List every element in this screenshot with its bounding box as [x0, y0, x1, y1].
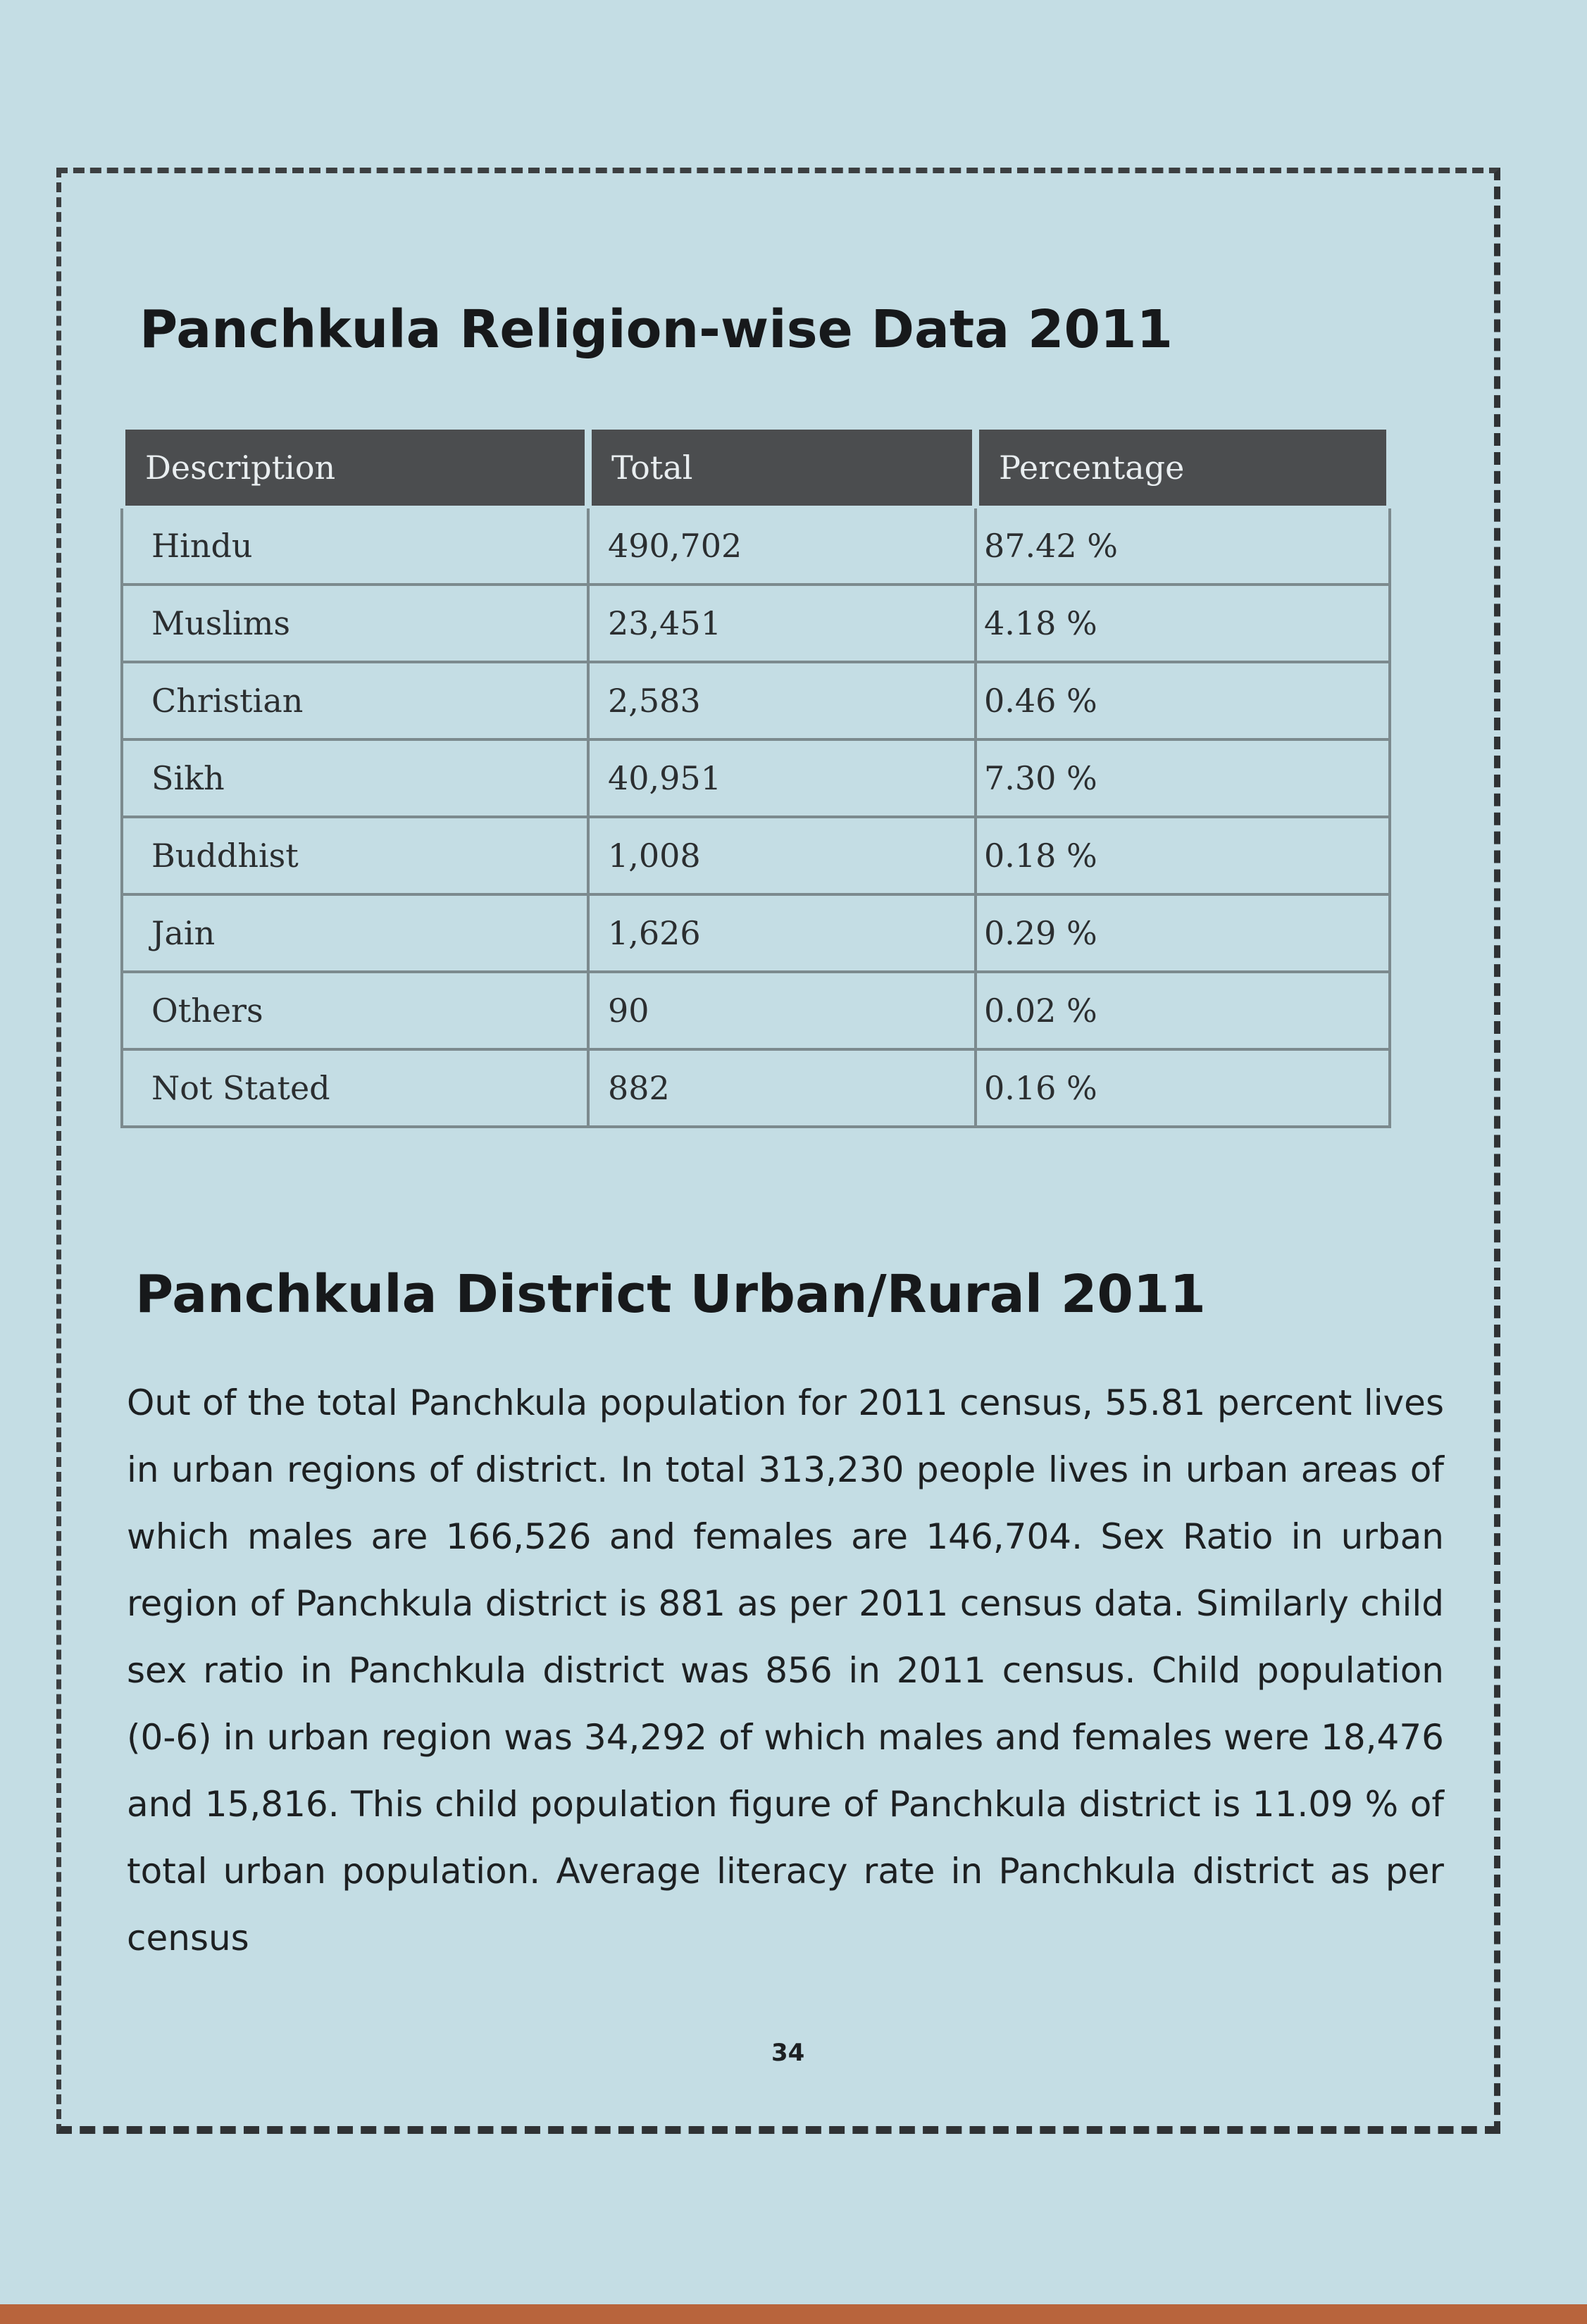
- religion-name-cell: Not Stated: [122, 1049, 588, 1127]
- total-cell: 882: [588, 1049, 976, 1127]
- table-row: [122, 972, 1390, 1049]
- total-cell: 23,451: [588, 585, 976, 662]
- percentage-cell: 4.18 %: [976, 585, 1390, 662]
- table-row: [122, 1049, 1390, 1127]
- percentage-cell: 87.42 %: [976, 507, 1390, 585]
- table-surface-edge: [0, 2304, 1587, 2324]
- column-header-description: Description: [122, 426, 588, 507]
- total-cell: 1,626: [588, 894, 976, 972]
- religion-name-cell: Jain: [122, 894, 588, 972]
- total-cell: 90: [588, 972, 976, 1049]
- religion-table-container: [118, 423, 1386, 1128]
- table-row: [122, 817, 1390, 894]
- religion-name-cell: Sikh: [122, 739, 588, 817]
- total-cell: 40,951: [588, 739, 976, 817]
- column-header-percentage: Percentage: [976, 426, 1390, 507]
- table-row: [122, 662, 1390, 739]
- percentage-cell: 0.29 %: [976, 894, 1390, 972]
- page-number: 34: [771, 2039, 805, 2067]
- table-row: [122, 894, 1390, 972]
- table-body: [122, 507, 1390, 1127]
- column-header-total: Total: [588, 426, 976, 507]
- religion-section-title: Panchkula Religion-wise Data 2011: [139, 299, 1173, 360]
- percentage-cell: 0.16 %: [976, 1049, 1390, 1127]
- table-header-row: [122, 426, 1390, 507]
- table-header: [122, 426, 1390, 507]
- percentage-cell: 0.18 %: [976, 817, 1390, 894]
- urban-rural-section-title: Panchkula District Urban/Rural 2011: [135, 1264, 1206, 1325]
- religion-name-cell: Others: [122, 972, 588, 1049]
- religion-name-cell: Hindu: [122, 507, 588, 585]
- religion-name-cell: Muslims: [122, 585, 588, 662]
- percentage-cell: 0.46 %: [976, 662, 1390, 739]
- percentage-cell: 7.30 %: [976, 739, 1390, 817]
- table-row: [122, 739, 1390, 817]
- table-row: [122, 507, 1390, 585]
- urban-rural-paragraph: Out of the total Panchkula population for 2011 census, 55.81 percent lives in urban regions of district. In total 313,230 people lives in urban areas of which males are 166,526 and females are 146,704. Sex Ratio in urban region of Panchkula district is 881 as per 2011 census data. Similarly child sex ratio in Panchkula district was 856 in 2011 census. Child population (0-6) in urban region was 34,292 of which males and females were 18,476 and 15,816. This child population figure of Panchkula district is 11.09 % of total urban population. Average literacy rate in Panchkula district as per census: [127, 1382, 1444, 1958]
- total-cell: 1,008: [588, 817, 976, 894]
- religion-table: [118, 423, 1393, 1128]
- total-cell: 490,702: [588, 507, 976, 585]
- table-row: [122, 585, 1390, 662]
- religion-name-cell: Buddhist: [122, 817, 588, 894]
- percentage-cell: 0.02 %: [976, 972, 1390, 1049]
- religion-name-cell: Christian: [122, 662, 588, 739]
- total-cell: 2,583: [588, 662, 976, 739]
